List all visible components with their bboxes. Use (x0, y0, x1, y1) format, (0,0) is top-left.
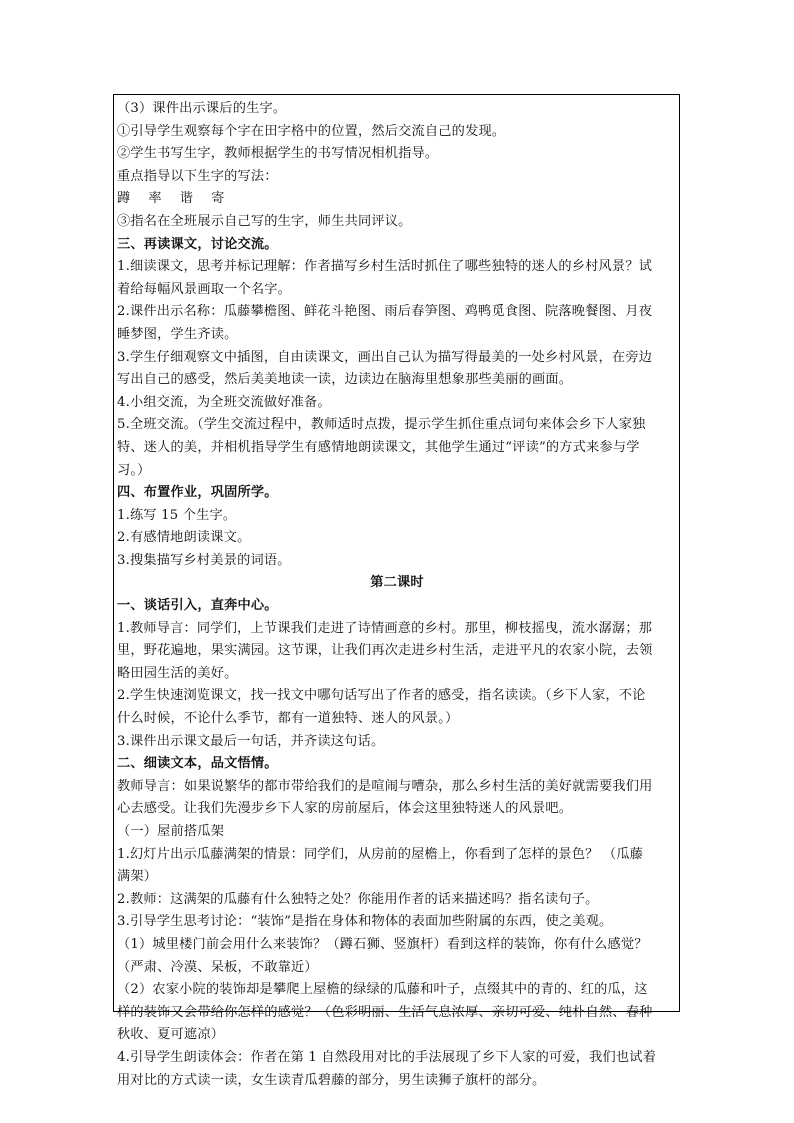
text-line: 1.幻灯片出示瓜藤满架的情景：同学们，从房前的屋檐上，你看到了怎样的景色？ （瓜藤 (117, 846, 644, 862)
character-list: 蹲 率 谐 寄 (117, 191, 232, 207)
text-line: 1.教师导言：同学们，上节课我们走进了诗情画意的乡村。那里，柳枝摇曳，流水潺潺；那 (117, 620, 653, 636)
text-line: 3.搜集描写乡村美景的词语。 (117, 552, 291, 568)
text-line: 略田园生活的美好。 (117, 665, 238, 681)
text-line: 习。） (117, 462, 151, 478)
lesson-plan-content (117, 98, 677, 1092)
text-line: 教师导言：如果说繁华的都市带给我们的是喧闹与嘈杂，那么乡村生活的美好就需要我们用 (117, 778, 653, 794)
text-line: 4.引导学生朗读体会：作者在第 1 自然段用对比的手法展现了乡下人家的可爱，我们也试着 (117, 1049, 657, 1065)
text-line: 重点指导以下生字的写法： (117, 168, 278, 184)
text-line: 4.小组交流，为全班交流做好准备。 (117, 394, 331, 410)
text-line: （3）课件出示课后的生字。 (117, 101, 287, 116)
text-line: （严肃、冷漠、呆板，不敢靠近） (117, 959, 318, 975)
text-line: 1.细读课文，思考并标记理解：作者描写乡村生活时抓住了哪些独特的迷人的乡村风景？试 (117, 259, 653, 275)
text-line: 2.有感情地朗读课文。 (117, 530, 251, 546)
text-line: 3.学生仔细观察文中插图，自由读课文，画出自己认为描写得最美的一处乡村风景，在旁边 (117, 349, 653, 365)
text-line: 2.学生快速浏览课文，找一找文中哪句话写出了作者的感受，指名读读。（乡下人家，不论 (117, 688, 646, 704)
text-line: ②学生书写生字，教师根据学生的书写情况相机指导。 (117, 146, 439, 162)
text-line: 5.全班交流。（学生交流过程中，教师适时点拨，提示学生抓住重点词句来体会乡下人家独 (117, 417, 646, 433)
text-line: 2.教师：这满架的瓜藤有什么独特之处？你能用作者的话来描述吗？指名读句子。 (117, 891, 599, 907)
text-line: 满架） (117, 869, 158, 885)
text-line: 秋收、夏可遮凉） (117, 1027, 225, 1043)
text-line: 什么时候，不论什么季节，都有一道独特、迷人的风景。） (117, 711, 459, 727)
text-line: 2.课件出示名称：瓜藤攀檐图、鲜花斗艳图、雨后春笋图、鸡鸭觅食图、院落晚餐图、月夜 (117, 304, 653, 320)
text-line: 写出自己的感受，然后美美地读一读，边读边在脑海里想象那些美丽的画面。 (117, 372, 573, 388)
text-line: 用对比的方式读一读，女生读青瓜碧藤的部分，男生读狮子旗杆的部分。 (117, 1072, 546, 1088)
text-line: 睡梦图，学生齐读。 (117, 326, 238, 342)
text-line: （2）农家小院的装饰却是攀爬上屋檐的绿绿的瓜藤和叶子，点缀其中的青的、红的瓜，这 (117, 982, 648, 998)
text-line: 着给每幅风景画取一个名字。 (117, 281, 292, 297)
text-line: （一）屋前搭瓜架 (117, 824, 225, 839)
lesson-title: 第二课时 (370, 575, 424, 591)
text-line: 3.课件出示课文最后一句话，并齐读这句话。 (117, 733, 385, 749)
text-line: ①引导学生观察每个字在田字格中的位置，然后交流自己的发现。 (117, 123, 506, 139)
section-heading: 四、布置作业，巩固所学。 (117, 485, 278, 501)
text-line: 样的装饰又会带给你怎样的感觉？（色彩明丽、生活气息浓厚、亲切可爱、纯朴自然、春种 (117, 1004, 653, 1020)
text-line: 里，野花遍地，果实满园。这节课，让我们再次走进乡村生活，走进平凡的农家小院，去领 (117, 643, 653, 659)
text-line: ③指名在全班展示自己写的生字，师生共同评议。 (117, 213, 412, 229)
section-heading: 二、细读文本，品文悟情。 (117, 756, 278, 772)
section-heading: 一、谈话引入，直奔中心。 (117, 598, 278, 614)
text-line: 3.引导学生思考讨论：“装饰”是指在身体和物体的表面加些附属的东西，使之美观。 (117, 914, 613, 930)
text-line: 1.练写 15 个生字。 (117, 507, 237, 523)
section-heading: 三、再读课文，讨论交流。 (117, 236, 278, 252)
text-line: （1）城里楼门前会用什么来装饰？（蹲石狮、竖旗杆）看到这样的装饰，你有什么感觉？ (117, 936, 648, 952)
text-line: 心去感受。让我们先漫步乡下人家的房前屋后，体会这里独特迷人的风景吧。 (117, 801, 573, 817)
text-line: 特、迷人的美，并相机指导学生有感情地朗读课文，其他学生通过“评读”的方式来参与学 (117, 439, 640, 455)
